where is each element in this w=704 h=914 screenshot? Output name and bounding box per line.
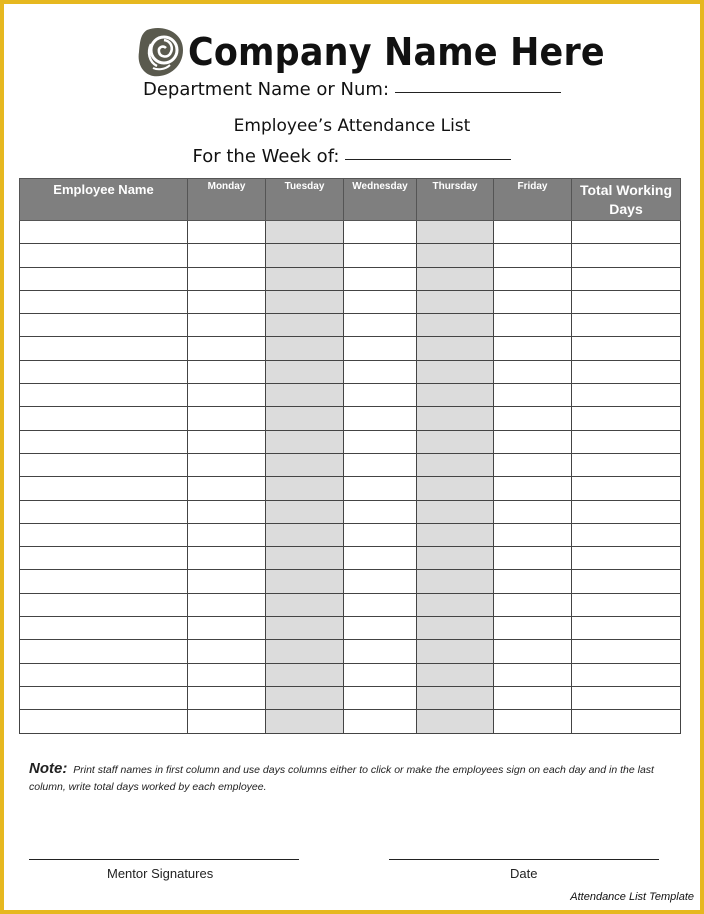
monday-cell[interactable] bbox=[188, 290, 266, 313]
total-days-cell[interactable] bbox=[572, 267, 681, 290]
wednesday-cell[interactable] bbox=[344, 663, 417, 686]
employee-name-cell[interactable] bbox=[20, 547, 188, 570]
tuesday-cell[interactable] bbox=[266, 453, 344, 476]
attendance-table bbox=[19, 178, 681, 734]
friday-cell[interactable] bbox=[494, 244, 572, 267]
tuesday-cell[interactable] bbox=[266, 570, 344, 593]
week-line bbox=[0, 146, 704, 167]
employee-name-cell[interactable] bbox=[20, 640, 188, 663]
monday-cell[interactable] bbox=[188, 710, 266, 733]
tuesday-cell[interactable] bbox=[266, 710, 344, 733]
wednesday-cell[interactable] bbox=[344, 686, 417, 709]
friday-cell[interactable] bbox=[494, 710, 572, 733]
monday-cell[interactable] bbox=[188, 267, 266, 290]
total-days-cell[interactable] bbox=[572, 221, 681, 244]
wednesday-cell[interactable] bbox=[344, 267, 417, 290]
friday-cell[interactable] bbox=[494, 570, 572, 593]
total-days-cell[interactable] bbox=[572, 500, 681, 523]
department-line bbox=[0, 79, 704, 100]
tuesday-cell[interactable] bbox=[266, 360, 344, 383]
employee-name-cell[interactable] bbox=[20, 314, 188, 337]
table-row bbox=[20, 477, 681, 500]
table-row bbox=[20, 500, 681, 523]
wednesday-cell[interactable] bbox=[344, 453, 417, 476]
thursday-cell[interactable] bbox=[417, 523, 494, 546]
tuesday-cell[interactable] bbox=[266, 314, 344, 337]
thursday-cell[interactable] bbox=[417, 663, 494, 686]
column-header-total-working-days: Total Working Days bbox=[572, 179, 681, 221]
friday-cell[interactable] bbox=[494, 663, 572, 686]
employee-name-cell[interactable] bbox=[20, 710, 188, 733]
monday-cell[interactable] bbox=[188, 314, 266, 337]
friday-cell[interactable] bbox=[494, 384, 572, 407]
wednesday-cell[interactable] bbox=[344, 314, 417, 337]
thursday-cell[interactable] bbox=[417, 710, 494, 733]
thursday-cell[interactable] bbox=[417, 453, 494, 476]
thursday-cell[interactable] bbox=[417, 430, 494, 453]
thursday-cell[interactable] bbox=[417, 500, 494, 523]
wednesday-cell[interactable] bbox=[344, 500, 417, 523]
column-header-friday: Friday bbox=[494, 179, 572, 221]
wednesday-cell[interactable] bbox=[344, 523, 417, 546]
company-name: Company Name Here bbox=[188, 30, 605, 74]
thursday-cell[interactable] bbox=[417, 640, 494, 663]
week-label: For the Week of: bbox=[192, 146, 340, 167]
employee-name-cell[interactable] bbox=[20, 337, 188, 360]
monday-cell[interactable] bbox=[188, 430, 266, 453]
wednesday-cell[interactable] bbox=[344, 593, 417, 616]
date-signature-block bbox=[389, 858, 659, 888]
thursday-cell[interactable] bbox=[417, 617, 494, 640]
employee-name-cell[interactable] bbox=[20, 477, 188, 500]
thursday-cell[interactable] bbox=[417, 221, 494, 244]
table-body bbox=[20, 221, 681, 734]
employee-name-cell[interactable] bbox=[20, 407, 188, 430]
monday-cell[interactable] bbox=[188, 337, 266, 360]
monday-cell[interactable] bbox=[188, 360, 266, 383]
wednesday-cell[interactable] bbox=[344, 384, 417, 407]
friday-cell[interactable] bbox=[494, 221, 572, 244]
friday-cell[interactable] bbox=[494, 593, 572, 616]
tuesday-cell[interactable] bbox=[266, 686, 344, 709]
table-row bbox=[20, 453, 681, 476]
monday-cell[interactable] bbox=[188, 617, 266, 640]
monday-cell[interactable] bbox=[188, 477, 266, 500]
table-row bbox=[20, 663, 681, 686]
document-header bbox=[0, 22, 704, 82]
table-row bbox=[20, 640, 681, 663]
table-row bbox=[20, 430, 681, 453]
friday-cell[interactable] bbox=[494, 314, 572, 337]
total-days-cell[interactable] bbox=[572, 477, 681, 500]
table-row bbox=[20, 290, 681, 313]
table-row bbox=[20, 686, 681, 709]
friday-cell[interactable] bbox=[494, 500, 572, 523]
monday-cell[interactable] bbox=[188, 453, 266, 476]
monday-cell[interactable] bbox=[188, 640, 266, 663]
note-label: Note: bbox=[29, 760, 68, 777]
total-days-cell[interactable] bbox=[572, 453, 681, 476]
tuesday-cell[interactable] bbox=[266, 523, 344, 546]
employee-name-cell[interactable] bbox=[20, 384, 188, 407]
thursday-cell[interactable] bbox=[417, 290, 494, 313]
friday-cell[interactable] bbox=[494, 477, 572, 500]
total-days-cell[interactable] bbox=[572, 384, 681, 407]
total-days-cell[interactable] bbox=[572, 430, 681, 453]
tuesday-cell[interactable] bbox=[266, 244, 344, 267]
employee-name-cell[interactable] bbox=[20, 686, 188, 709]
column-header-employee-name: Employee Name bbox=[20, 179, 188, 221]
total-days-cell[interactable] bbox=[572, 290, 681, 313]
template-label: Attendance List Template bbox=[570, 891, 694, 903]
wednesday-cell[interactable] bbox=[344, 570, 417, 593]
total-days-cell[interactable] bbox=[572, 710, 681, 733]
thursday-cell[interactable] bbox=[417, 547, 494, 570]
wednesday-cell[interactable] bbox=[344, 337, 417, 360]
wednesday-cell[interactable] bbox=[344, 244, 417, 267]
wednesday-cell[interactable] bbox=[344, 640, 417, 663]
total-days-cell[interactable] bbox=[572, 593, 681, 616]
employee-name-cell[interactable] bbox=[20, 221, 188, 244]
friday-cell[interactable] bbox=[494, 686, 572, 709]
employee-name-cell[interactable] bbox=[20, 663, 188, 686]
monday-cell[interactable] bbox=[188, 384, 266, 407]
table-row bbox=[20, 267, 681, 290]
thursday-cell[interactable] bbox=[417, 686, 494, 709]
tuesday-cell[interactable] bbox=[266, 384, 344, 407]
mentor-signature-block bbox=[29, 858, 299, 888]
friday-cell[interactable] bbox=[494, 430, 572, 453]
employee-name-cell[interactable] bbox=[20, 267, 188, 290]
column-header-tuesday: Tuesday bbox=[266, 179, 344, 221]
wednesday-cell[interactable] bbox=[344, 430, 417, 453]
note-text: Print staff names in first column and use days columns either to click or make the employees sign on each day and in the last column, write total days worked by each employee. bbox=[29, 764, 654, 793]
total-days-cell[interactable] bbox=[572, 617, 681, 640]
friday-cell[interactable] bbox=[494, 453, 572, 476]
employee-name-cell[interactable] bbox=[20, 593, 188, 616]
monday-cell[interactable] bbox=[188, 547, 266, 570]
mentor-signature-caption: Mentor Signatures bbox=[107, 866, 214, 881]
monday-cell[interactable] bbox=[188, 500, 266, 523]
table-row bbox=[20, 570, 681, 593]
note-block bbox=[29, 760, 689, 796]
table-row bbox=[20, 337, 681, 360]
employee-name-cell[interactable] bbox=[20, 453, 188, 476]
table-row bbox=[20, 523, 681, 546]
wednesday-cell[interactable] bbox=[344, 290, 417, 313]
column-header-thursday: Thursday bbox=[417, 179, 494, 221]
table-row bbox=[20, 407, 681, 430]
table-header-row bbox=[20, 179, 681, 221]
thursday-cell[interactable] bbox=[417, 384, 494, 407]
monday-cell[interactable] bbox=[188, 523, 266, 546]
thursday-cell[interactable] bbox=[417, 407, 494, 430]
friday-cell[interactable] bbox=[494, 617, 572, 640]
table-row bbox=[20, 314, 681, 337]
table-row bbox=[20, 221, 681, 244]
list-title: Employee’s Attendance List bbox=[233, 116, 471, 136]
thursday-cell[interactable] bbox=[417, 593, 494, 616]
tuesday-cell[interactable] bbox=[266, 500, 344, 523]
tuesday-cell[interactable] bbox=[266, 547, 344, 570]
friday-cell[interactable] bbox=[494, 290, 572, 313]
total-days-cell[interactable] bbox=[572, 686, 681, 709]
week-blank[interactable] bbox=[345, 158, 511, 160]
employee-name-cell[interactable] bbox=[20, 617, 188, 640]
table-row bbox=[20, 384, 681, 407]
total-days-cell[interactable] bbox=[572, 663, 681, 686]
monday-cell[interactable] bbox=[188, 663, 266, 686]
friday-cell[interactable] bbox=[494, 360, 572, 383]
employee-name-cell[interactable] bbox=[20, 523, 188, 546]
department-label: Department Name or Num: bbox=[142, 79, 390, 100]
tuesday-cell[interactable] bbox=[266, 430, 344, 453]
employee-name-cell[interactable] bbox=[20, 360, 188, 383]
tuesday-cell[interactable] bbox=[266, 221, 344, 244]
wednesday-cell[interactable] bbox=[344, 547, 417, 570]
employee-name-cell[interactable] bbox=[20, 500, 188, 523]
tuesday-cell[interactable] bbox=[266, 337, 344, 360]
thursday-cell[interactable] bbox=[417, 314, 494, 337]
wednesday-cell[interactable] bbox=[344, 360, 417, 383]
total-days-cell[interactable] bbox=[572, 523, 681, 546]
date-caption: Date bbox=[510, 866, 538, 881]
monday-cell[interactable] bbox=[188, 221, 266, 244]
tuesday-cell[interactable] bbox=[266, 290, 344, 313]
table-row bbox=[20, 244, 681, 267]
thursday-cell[interactable] bbox=[417, 244, 494, 267]
monday-cell[interactable] bbox=[188, 407, 266, 430]
monday-cell[interactable] bbox=[188, 244, 266, 267]
rose-logo-icon bbox=[137, 26, 185, 78]
tuesday-cell[interactable] bbox=[266, 663, 344, 686]
tuesday-cell[interactable] bbox=[266, 407, 344, 430]
tuesday-cell[interactable] bbox=[266, 593, 344, 616]
employee-name-cell[interactable] bbox=[20, 244, 188, 267]
wednesday-cell[interactable] bbox=[344, 407, 417, 430]
thursday-cell[interactable] bbox=[417, 337, 494, 360]
wednesday-cell[interactable] bbox=[344, 617, 417, 640]
total-days-cell[interactable] bbox=[572, 640, 681, 663]
friday-cell[interactable] bbox=[494, 267, 572, 290]
table-row bbox=[20, 593, 681, 616]
monday-cell[interactable] bbox=[188, 686, 266, 709]
tuesday-cell[interactable] bbox=[266, 477, 344, 500]
thursday-cell[interactable] bbox=[417, 360, 494, 383]
total-days-cell[interactable] bbox=[572, 314, 681, 337]
wednesday-cell[interactable] bbox=[344, 221, 417, 244]
table-row bbox=[20, 617, 681, 640]
tuesday-cell[interactable] bbox=[266, 267, 344, 290]
friday-cell[interactable] bbox=[494, 547, 572, 570]
friday-cell[interactable] bbox=[494, 640, 572, 663]
thursday-cell[interactable] bbox=[417, 477, 494, 500]
employee-name-cell[interactable] bbox=[20, 290, 188, 313]
table-row bbox=[20, 547, 681, 570]
wednesday-cell[interactable] bbox=[344, 710, 417, 733]
total-days-cell[interactable] bbox=[572, 547, 681, 570]
tuesday-cell[interactable] bbox=[266, 617, 344, 640]
table-row bbox=[20, 360, 681, 383]
friday-cell[interactable] bbox=[494, 523, 572, 546]
date-line[interactable] bbox=[389, 858, 659, 860]
monday-cell[interactable] bbox=[188, 593, 266, 616]
friday-cell[interactable] bbox=[494, 337, 572, 360]
monday-cell[interactable] bbox=[188, 570, 266, 593]
column-header-monday: Monday bbox=[188, 179, 266, 221]
total-days-cell[interactable] bbox=[572, 337, 681, 360]
total-days-cell[interactable] bbox=[572, 570, 681, 593]
total-days-cell[interactable] bbox=[572, 244, 681, 267]
employee-name-cell[interactable] bbox=[20, 430, 188, 453]
wednesday-cell[interactable] bbox=[344, 477, 417, 500]
employee-name-cell[interactable] bbox=[20, 570, 188, 593]
tuesday-cell[interactable] bbox=[266, 640, 344, 663]
table-row bbox=[20, 710, 681, 733]
mentor-signature-line[interactable] bbox=[29, 858, 299, 860]
department-blank[interactable] bbox=[395, 91, 561, 93]
total-days-cell[interactable] bbox=[572, 360, 681, 383]
thursday-cell[interactable] bbox=[417, 570, 494, 593]
friday-cell[interactable] bbox=[494, 407, 572, 430]
total-days-cell[interactable] bbox=[572, 407, 681, 430]
column-header-wednesday: Wednesday bbox=[344, 179, 417, 221]
thursday-cell[interactable] bbox=[417, 267, 494, 290]
